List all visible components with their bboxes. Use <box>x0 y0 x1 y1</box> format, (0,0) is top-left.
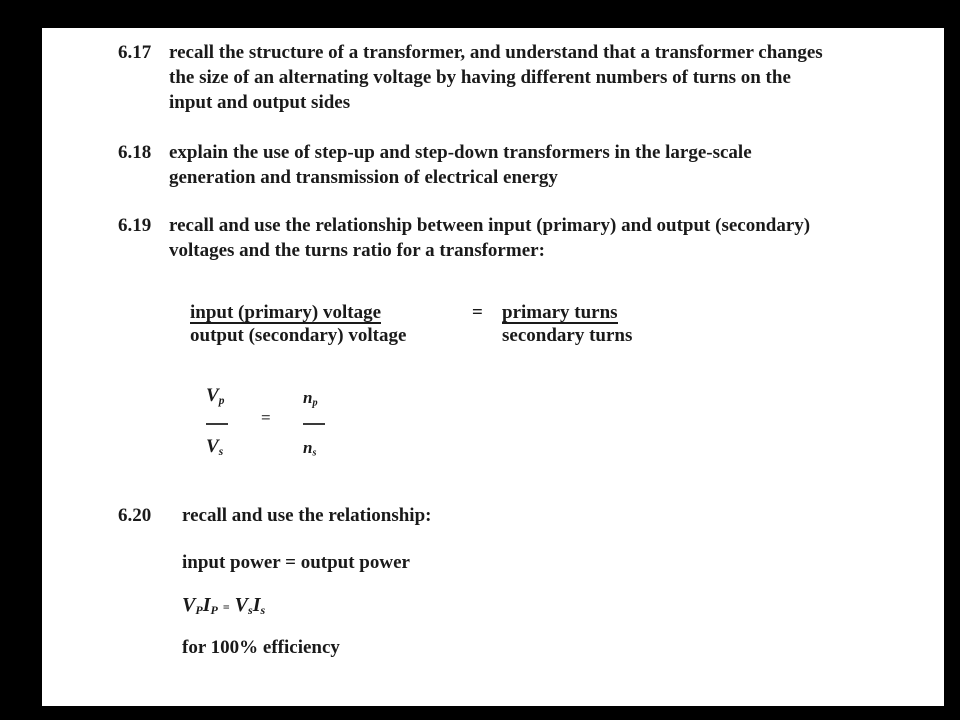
word-eq-left-denominator: output (secondary) voltage <box>190 325 407 346</box>
document-page <box>42 28 944 706</box>
word-eq-equals: = <box>472 302 483 323</box>
power-equation: $V_PI_P = V_sI_s$ <box>182 594 266 617</box>
symbol-vp: $V_p$ <box>206 385 225 407</box>
item-6-19-line-1: recall and use the relationship between input (primary) and output (secondary) <box>169 215 811 236</box>
item-number-6-20: 6.20 <box>118 505 152 526</box>
symbol-np: $n_p$ <box>303 388 318 409</box>
symbol-vs: $V_s$ <box>206 436 224 458</box>
item-6-18-line-2: generation and transmission of electrical energy <box>169 167 558 188</box>
power-condition: for 100% efficiency <box>182 637 340 658</box>
word-eq-right-numerator <box>502 300 618 325</box>
word-eq-right-numerator-text: primary turns <box>502 302 618 323</box>
word-eq-left-numerator <box>190 300 381 325</box>
item-number-6-19: 6.19 <box>118 215 152 236</box>
item-number-6-18: 6.18 <box>118 142 152 163</box>
symbol-ns: $n_s$ <box>303 438 317 459</box>
item-6-19-line-2: voltages and the turns ratio for a transformer: <box>169 240 545 261</box>
item-number-6-17: 6.17 <box>118 42 152 63</box>
item-6-20-line-1: recall and use the relationship: <box>182 505 432 526</box>
item-6-18-line-1: explain the use of step-up and step-down transformers in the large-scale <box>169 142 752 163</box>
symbol-equals: = <box>261 408 271 427</box>
fraction-line-n <box>303 423 325 425</box>
power-statement: input power = output power <box>182 552 410 573</box>
word-eq-right-denominator: secondary turns <box>502 325 633 346</box>
word-eq-left-numerator-text: input (primary) voltage <box>190 302 382 323</box>
item-6-17-line-2: the size of an alternating voltage by having different numbers of turns on the <box>169 67 791 88</box>
item-6-17-line-3: input and output sides <box>169 92 351 113</box>
fraction-line-v <box>206 423 228 425</box>
item-6-17-line-1: recall the structure of a transformer, and understand that a transformer changes <box>169 42 823 63</box>
